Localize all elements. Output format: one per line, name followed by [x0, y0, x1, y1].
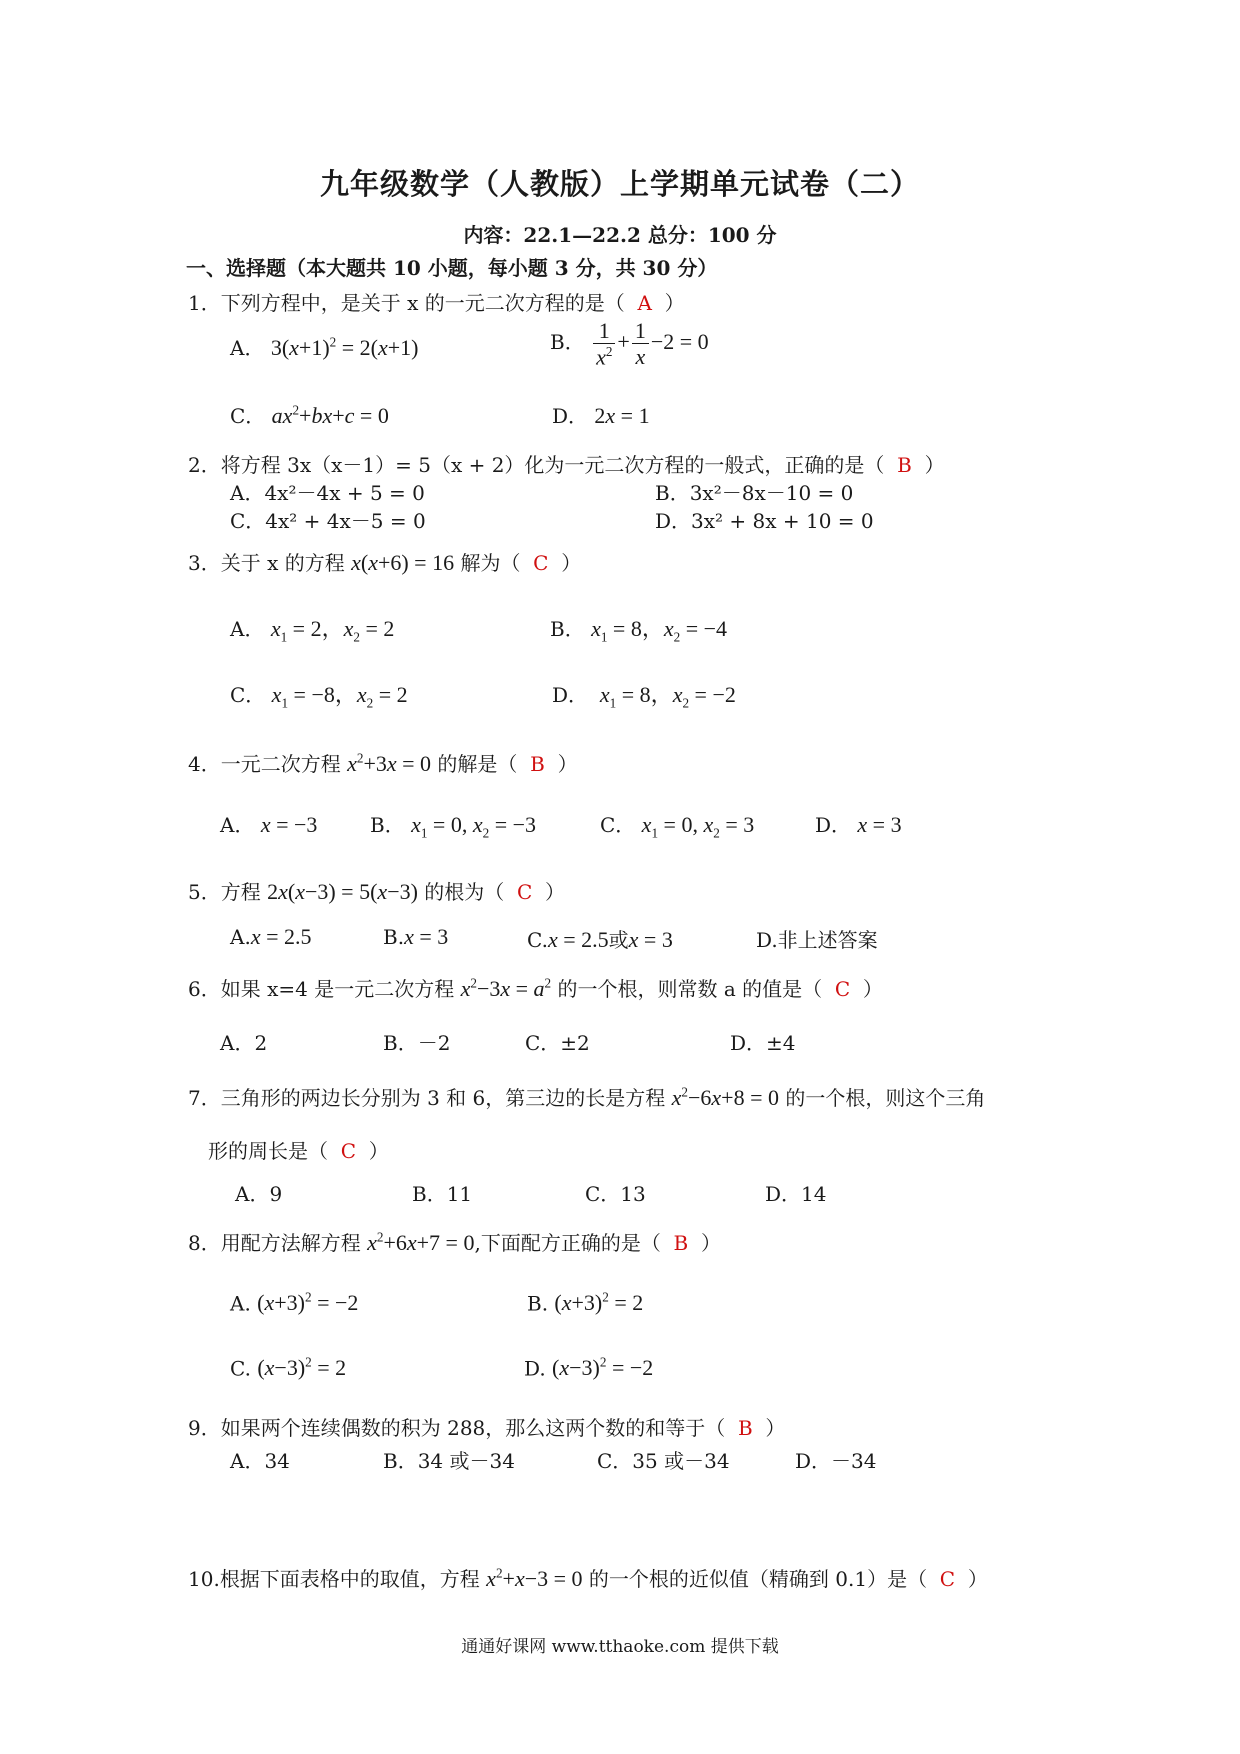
- q8-option-d: [524, 1355, 653, 1381]
- q6-option-c: C．±2: [525, 1031, 590, 1055]
- answer-mark: B: [897, 453, 912, 477]
- question-stem: 关于 x 的方程: [220, 551, 345, 575]
- stem-formula: x(x+6) = 16: [351, 550, 455, 575]
- answer-mark: B: [673, 1231, 689, 1255]
- question-3: [188, 547, 581, 576]
- page-subtitle: 内容：22.1—22.2 总分：100 分: [463, 223, 777, 247]
- option-formula: $x_1 = -8$，$x_2 = 2$: [271, 682, 408, 711]
- option-label: B．: [550, 330, 585, 355]
- q7-option-b: B．11: [412, 1182, 473, 1206]
- q6-option-d: D．±4: [730, 1031, 796, 1055]
- question-number: 1．: [188, 291, 221, 315]
- q1-option-c: [230, 400, 389, 429]
- q5-option-b: [383, 924, 448, 950]
- question-number: 6．: [188, 977, 221, 1001]
- question-close: ）: [862, 977, 883, 1001]
- question-stem-end: 解为（: [460, 551, 521, 575]
- page-title: 九年级数学（人教版）上学期单元试卷（二）: [319, 167, 920, 201]
- option-label: D．: [552, 404, 589, 428]
- question-number: 3．: [188, 551, 221, 575]
- option-formula: $x_1 = 0$, $x_2 = 3$: [641, 812, 755, 841]
- answer-mark: C: [834, 977, 851, 1001]
- question-6: [188, 973, 883, 1002]
- q3-option-c: [230, 678, 408, 711]
- q7-option-c: C．13: [585, 1182, 646, 1206]
- answer-mark: A: [637, 291, 652, 315]
- question-stem-line2: 形的周长是（: [208, 1139, 328, 1163]
- option-formula: x = 2.5: [547, 927, 609, 952]
- option-label: D．: [815, 813, 852, 837]
- option-formula: $x_1 = 8$，$x_2 = -2$: [599, 682, 736, 711]
- question-number: 9．: [188, 1416, 221, 1440]
- question-4: [188, 748, 578, 777]
- stem-formula: $x^2-3x = a^2$: [460, 975, 552, 1001]
- question-number: 7．: [188, 1086, 221, 1110]
- q4-option-d: [815, 809, 902, 838]
- stem-formula: $x^2+6x+7 = 0$: [367, 1229, 475, 1255]
- option-formula: $x_1 = 0$, $x_2 = -3$: [411, 812, 537, 841]
- option-formula: x = 3: [857, 812, 902, 837]
- question-stem: 方程: [220, 880, 261, 904]
- question-stem-end: 的解是（: [437, 752, 518, 776]
- option-formula: x = −3: [260, 812, 318, 837]
- question-stem: 如果 x=4 是一元二次方程: [220, 977, 455, 1001]
- option-formula: $(x-3)^2 = 2$: [257, 1355, 347, 1381]
- question-stem-end: ,下面配方正确的是（: [474, 1231, 661, 1255]
- stem-formula: $x^2-6x+8 = 0$: [671, 1084, 779, 1110]
- q3-option-d: [552, 678, 736, 711]
- section-heading: 一、选择题（本大题共 10 小题，每小题 3 分，共 30 分）: [186, 256, 718, 280]
- option-formula-2: x = 3: [628, 927, 673, 952]
- option-label: C.: [230, 1356, 251, 1381]
- answer-mark: C: [939, 1567, 956, 1591]
- answer-mark: C: [340, 1139, 357, 1163]
- question-number: 10.: [188, 1567, 220, 1591]
- option-label: C．: [600, 813, 636, 837]
- q8-option-c: [230, 1355, 346, 1381]
- q5-option-a: [230, 924, 312, 950]
- option-label: D.: [524, 1356, 546, 1381]
- q1-option-d: [552, 400, 650, 429]
- question-10: [188, 1563, 988, 1592]
- q6-option-a: A．2: [220, 1031, 268, 1055]
- question-stem-end: 的一个根的近似值（精确到 0.1）是（: [588, 1567, 928, 1591]
- q2-option-b: B．3x²－8x－10 = 0: [655, 481, 854, 505]
- option-label: B.: [527, 1291, 549, 1316]
- question-5: [188, 876, 565, 905]
- option-label: B．: [550, 617, 585, 641]
- q1-option-b: [550, 318, 709, 370]
- question-stem: 根据下面表格中的取值，方程: [219, 1567, 480, 1591]
- option-formula: $(x-3)^2 = -2$: [552, 1355, 654, 1381]
- question-7: [188, 1082, 985, 1111]
- option-label: C．: [230, 683, 266, 707]
- q9-option-a: A．34: [230, 1449, 290, 1473]
- option-label: A.: [230, 1291, 251, 1316]
- option-label: A．: [220, 813, 255, 837]
- option-label: B．: [370, 813, 405, 837]
- option-label: C.: [527, 928, 548, 952]
- question-8: [188, 1227, 721, 1256]
- option-formula: $\frac{1}{x^2}$ + $\frac{1}{x}$ −2 = 0: [591, 329, 709, 354]
- q4-option-c: [600, 809, 754, 841]
- q1-option-a: [230, 332, 418, 361]
- question-close: ）: [561, 551, 582, 575]
- q9-option-d: D．－34: [795, 1449, 877, 1473]
- q9-option-b: B．34 或－34: [383, 1449, 515, 1473]
- option-or: 或: [608, 928, 629, 952]
- q8-option-a: [230, 1290, 358, 1316]
- question-close: ）: [924, 453, 945, 477]
- question-stem-end: 的根为（: [424, 880, 505, 904]
- q7-option-a: A．9: [235, 1182, 283, 1206]
- q8-option-b: [527, 1290, 643, 1316]
- question-close: ）: [700, 1231, 721, 1255]
- option-formula: $(x+3)^2 = 2$: [554, 1290, 644, 1316]
- q9-option-c: C．35 或－34: [597, 1449, 730, 1473]
- q3-option-a: [230, 612, 394, 645]
- question-2: [188, 449, 945, 478]
- footer-source: 通通好课网 www.tthaoke.com 提供下载: [461, 1637, 779, 1657]
- question-number: 5．: [188, 880, 221, 904]
- option-label: A．: [230, 617, 265, 641]
- option-formula: $(x+3)^2 = -2$: [257, 1290, 359, 1316]
- question-stem: 用配方法解方程: [220, 1231, 361, 1255]
- question-close: ）: [545, 880, 566, 904]
- option-formula: $x_1 = 8$，$x_2 = -4$: [591, 616, 728, 645]
- stem-formula: 2x(x−3) = 5(x−3): [267, 879, 418, 904]
- option-label: A．: [230, 336, 265, 360]
- q2-option-a: A．4x²－4x + 5 = 0: [230, 481, 425, 505]
- stem-formula: $x^2+3x = 0$: [347, 750, 432, 776]
- option-formula: x = 3: [404, 924, 449, 949]
- answer-mark: B: [737, 1416, 753, 1440]
- question-close: ）: [967, 1567, 988, 1591]
- q2-option-c: C．4x² + 4x－5 = 0: [230, 509, 426, 533]
- q7-option-d: D．14: [765, 1182, 827, 1206]
- question-close: ）: [557, 752, 578, 776]
- q4-option-b: [370, 809, 536, 841]
- question-close: ）: [765, 1416, 786, 1440]
- question-stem: 一元二次方程: [220, 752, 341, 776]
- question-stem-end: 的一个根，则常数 a 的值是（: [557, 977, 823, 1001]
- question-stem: 三角形的两边长分别为 3 和 6，第三边的长是方程: [220, 1086, 666, 1110]
- option-label: A.: [230, 925, 251, 949]
- question-7-line2: [208, 1135, 389, 1164]
- question-close: ）: [664, 291, 685, 315]
- q3-option-b: [550, 612, 727, 645]
- question-number: 8．: [188, 1231, 221, 1255]
- question-number: 2．: [188, 453, 221, 477]
- option-formula: x = 2.5: [250, 924, 312, 949]
- option-label: C．: [230, 404, 266, 428]
- question-number: 4．: [188, 752, 221, 776]
- option-formula: 2x = 1: [594, 403, 650, 428]
- option-label: D．: [552, 683, 589, 707]
- question-9: [188, 1412, 785, 1441]
- question-stem: 下列方程中，是关于 x 的一元二次方程的是（: [220, 291, 625, 315]
- q6-option-b: B．－2: [383, 1031, 451, 1055]
- question-stem-end: 的一个根，则这个三角: [785, 1086, 986, 1110]
- question-stem: 将方程 3x（x－1）= 5（x + 2）化为一元二次方程的一般式，正确的是（: [220, 453, 885, 477]
- option-label: B.: [383, 925, 405, 949]
- answer-mark: C: [533, 551, 549, 575]
- option-formula: $x_1 = 2$，$x_2 = 2$: [270, 616, 395, 645]
- option-formula: $3(x+1)^2 = 2(x+1)$: [270, 334, 419, 360]
- answer-mark: C: [517, 880, 533, 904]
- q5-option-d: D.非上述答案: [756, 928, 878, 952]
- question-1: [188, 287, 685, 316]
- q4-option-a: [220, 809, 317, 838]
- question-stem: 如果两个连续偶数的积为 288，那么这两个数的和等于（: [220, 1416, 726, 1440]
- question-close: ）: [368, 1139, 389, 1163]
- q5-option-c: [527, 924, 673, 953]
- stem-formula: $x^2+x-3 = 0$: [486, 1565, 583, 1591]
- q2-option-d: D．3x² + 8x + 10 = 0: [655, 509, 874, 533]
- option-formula: $ax^2+bx+c = 0$: [271, 402, 389, 428]
- answer-mark: B: [530, 752, 545, 776]
